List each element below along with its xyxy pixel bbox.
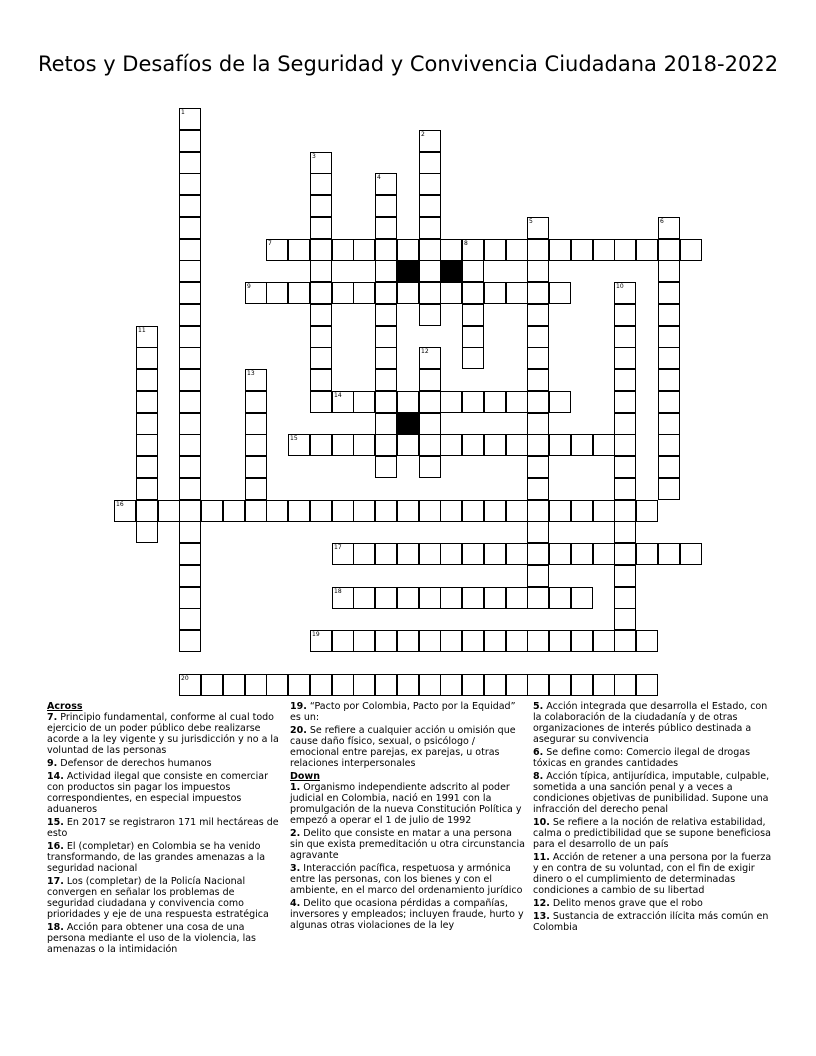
grid-cell[interactable] (462, 391, 484, 413)
grid-cell[interactable] (375, 239, 397, 261)
grid-cell[interactable] (440, 587, 462, 609)
grid-cell[interactable] (353, 239, 375, 261)
grid-cell[interactable] (484, 630, 506, 652)
black-cell (440, 260, 462, 282)
grid-cell[interactable] (549, 674, 571, 696)
grid-cell[interactable] (179, 130, 201, 152)
grid-cell[interactable] (506, 543, 528, 565)
grid-cell[interactable] (179, 195, 201, 217)
grid-cell[interactable] (353, 500, 375, 522)
grid-cell[interactable] (397, 391, 419, 413)
down-clue: 4. Delito que ocasiona pérdidas a compañías, inversores y empleados; incluyen fraude, hurto y algunas otras violaciones de la ley (290, 898, 524, 931)
grid-cell[interactable] (614, 674, 636, 696)
grid-cell[interactable] (549, 543, 571, 565)
grid-cell[interactable] (527, 326, 549, 348)
grid-cell[interactable] (245, 391, 267, 413)
grid-cell[interactable] (571, 630, 593, 652)
black-cell (397, 413, 419, 435)
grid-cell[interactable] (179, 369, 201, 391)
grid-cell[interactable] (332, 239, 354, 261)
across-clue: 9. Defensor de derechos humanos (47, 758, 212, 769)
grid-cell[interactable] (136, 347, 158, 369)
grid-cell[interactable] (288, 674, 310, 696)
grid-cell[interactable] (136, 413, 158, 435)
grid-cell[interactable] (179, 543, 201, 565)
grid-cell[interactable] (614, 347, 636, 369)
grid-cell[interactable] (136, 500, 158, 522)
grid-cell[interactable] (245, 500, 267, 522)
clue-number: 15 (290, 435, 298, 442)
grid-cell[interactable] (397, 543, 419, 565)
grid-cell[interactable] (310, 434, 332, 456)
grid-cell[interactable] (571, 543, 593, 565)
grid-cell[interactable] (527, 391, 549, 413)
grid-cell[interactable] (527, 543, 549, 565)
grid-cell[interactable] (266, 500, 288, 522)
across-clue: 17. Los (completar) de la Policía Nacional convergen en señalar los problemas de seguridad ciudadana y convivencia como prioridades y eje de una respuesta estratégica (47, 876, 269, 920)
grid-cell[interactable] (419, 413, 441, 435)
grid-cell[interactable] (136, 456, 158, 478)
grid-cell[interactable] (332, 674, 354, 696)
clue-number: 17 (334, 544, 342, 551)
grid-cell[interactable] (332, 630, 354, 652)
clues-column-3 (533, 701, 773, 935)
grid-cell[interactable] (397, 500, 419, 522)
grid-cell[interactable] (310, 500, 332, 522)
grid-cell[interactable] (179, 456, 201, 478)
grid-cell[interactable] (419, 369, 441, 391)
grid-cell[interactable] (375, 630, 397, 652)
grid-cell[interactable] (223, 674, 245, 696)
grid-cell[interactable] (397, 674, 419, 696)
grid-cell[interactable] (179, 565, 201, 587)
grid-cell[interactable] (288, 500, 310, 522)
grid-cell[interactable] (614, 239, 636, 261)
grid-cell[interactable] (375, 456, 397, 478)
clue-number: 12 (421, 348, 429, 355)
grid-cell[interactable] (397, 630, 419, 652)
grid-cell[interactable] (136, 434, 158, 456)
grid-cell[interactable] (506, 587, 528, 609)
grid-cell[interactable] (658, 413, 680, 435)
grid-cell[interactable] (353, 587, 375, 609)
clue-number: 20 (181, 675, 189, 682)
across-clue: 20. Se refiere a cualquier acción u omisión que cause daño físico, sexual, o psicólogo / emocional entre parejas, ex parejas, u otras relaciones interpersonales (290, 725, 516, 769)
clue-number: 13 (247, 370, 255, 377)
grid-cell[interactable] (549, 630, 571, 652)
grid-cell[interactable] (549, 391, 571, 413)
down-clue: 5. Acción integrada que desarrolla el Estado, con la colaboración de la ciudadanía y de otras organizaciones de interés público destinada a asegurar su convivencia (533, 701, 768, 745)
grid-cell[interactable] (462, 260, 484, 282)
grid-cell[interactable] (527, 304, 549, 326)
grid-cell[interactable] (440, 434, 462, 456)
grid-cell[interactable] (179, 391, 201, 413)
grid-cell[interactable] (179, 608, 201, 630)
grid-cell[interactable] (593, 434, 615, 456)
grid-cell[interactable] (614, 630, 636, 652)
grid-cell[interactable] (506, 391, 528, 413)
grid-cell[interactable] (375, 500, 397, 522)
grid-cell[interactable] (484, 282, 506, 304)
down-clue: 1. Organismo independiente adscrito al poder judicial en Colombia, nació en 1991 con la promulgación de la nueva Constitución Política y empezó a operar el 1 de julio de 1992 (290, 782, 522, 826)
grid-cell[interactable] (310, 217, 332, 239)
grid-cell[interactable] (136, 521, 158, 543)
grid-cell[interactable] (179, 260, 201, 282)
grid-cell[interactable] (658, 543, 680, 565)
grid-cell[interactable] (527, 500, 549, 522)
page-title: Retos y Desafíos de la Seguridad y Convivencia Ciudadana 2018-2022 (37, 52, 779, 76)
grid-cell[interactable] (440, 239, 462, 261)
grid-cell[interactable] (419, 630, 441, 652)
grid-cell[interactable] (419, 587, 441, 609)
grid-cell[interactable] (658, 369, 680, 391)
grid-cell[interactable] (614, 543, 636, 565)
grid-cell[interactable] (375, 347, 397, 369)
clue-number: 10 (616, 283, 624, 290)
grid-cell[interactable] (353, 434, 375, 456)
grid-cell[interactable] (245, 478, 267, 500)
clue-number: 1 (181, 109, 185, 116)
grid-cell[interactable] (527, 565, 549, 587)
grid-cell[interactable] (266, 674, 288, 696)
down-clue: 3. Interacción pacífica, respetuosa y armónica entre las personas, con los bienes y con el ambiente, en el marco del ordenamiento jurídico (290, 863, 523, 896)
grid-cell[interactable] (614, 521, 636, 543)
across-clue: 16. El (completar) en Colombia se ha venido transformando, de las grandes amenazas a la seguridad nacional (47, 841, 266, 874)
grid-cell[interactable] (179, 326, 201, 348)
grid-cell[interactable] (614, 456, 636, 478)
grid-cell[interactable] (245, 674, 267, 696)
grid-cell[interactable] (527, 413, 549, 435)
grid-cell[interactable] (593, 239, 615, 261)
grid-cell[interactable] (179, 282, 201, 304)
grid-cell[interactable] (658, 239, 680, 261)
down-clue: 13. Sustancia de extracción ilícita más común en Colombia (533, 911, 769, 933)
grid-cell[interactable] (571, 674, 593, 696)
grid-cell[interactable] (506, 434, 528, 456)
grid-cell[interactable] (527, 478, 549, 500)
grid-cell[interactable] (658, 260, 680, 282)
grid-cell[interactable] (397, 434, 419, 456)
grid-cell[interactable] (419, 543, 441, 565)
grid-cell[interactable] (440, 543, 462, 565)
across-heading: Across (47, 701, 83, 712)
grid-cell[interactable] (484, 587, 506, 609)
grid-cell[interactable] (179, 500, 201, 522)
grid-cell[interactable] (179, 478, 201, 500)
grid-cell[interactable] (614, 565, 636, 587)
grid-cell[interactable] (179, 239, 201, 261)
grid-cell[interactable] (288, 282, 310, 304)
grid-cell[interactable] (179, 434, 201, 456)
clue-number: 2 (421, 131, 425, 138)
clue-number: 4 (377, 174, 381, 181)
grid-cell[interactable] (527, 630, 549, 652)
grid-cell[interactable] (658, 478, 680, 500)
grid-cell[interactable] (419, 239, 441, 261)
grid-cell[interactable] (506, 630, 528, 652)
grid-cell[interactable] (375, 674, 397, 696)
grid-cell[interactable] (375, 391, 397, 413)
grid-cell[interactable] (506, 239, 528, 261)
grid-cell[interactable] (462, 282, 484, 304)
grid-cell[interactable] (636, 630, 658, 652)
clue-number: 7 (268, 240, 272, 247)
grid-cell[interactable] (136, 391, 158, 413)
grid-cell[interactable] (527, 456, 549, 478)
grid-cell[interactable] (375, 217, 397, 239)
grid-cell[interactable] (484, 500, 506, 522)
grid-cell[interactable] (419, 434, 441, 456)
clues-column-1 (47, 701, 282, 957)
grid-cell[interactable] (375, 326, 397, 348)
black-cell (397, 260, 419, 282)
grid-cell[interactable] (375, 260, 397, 282)
grid-cell[interactable] (462, 500, 484, 522)
grid-cell[interactable] (288, 239, 310, 261)
grid-cell[interactable] (179, 630, 201, 652)
grid-cell[interactable] (440, 630, 462, 652)
grid-cell[interactable] (614, 391, 636, 413)
grid-cell[interactable] (375, 587, 397, 609)
grid-cell[interactable] (462, 304, 484, 326)
grid-cell[interactable] (397, 587, 419, 609)
grid-cell[interactable] (158, 500, 180, 522)
grid-cell[interactable] (179, 304, 201, 326)
grid-cell[interactable] (614, 369, 636, 391)
grid-cell[interactable] (419, 152, 441, 174)
grid-cell[interactable] (593, 543, 615, 565)
grid-cell[interactable] (440, 282, 462, 304)
grid-cell[interactable] (462, 630, 484, 652)
grid-cell[interactable] (179, 173, 201, 195)
grid-cell[interactable] (375, 413, 397, 435)
grid-cell[interactable] (179, 413, 201, 435)
grid-cell[interactable] (310, 304, 332, 326)
down-clue: 6. Se define como: Comercio ilegal de drogas tóxicas en grandes cantidades (533, 747, 751, 769)
clue-number: 5 (529, 218, 533, 225)
grid-cell[interactable] (440, 674, 462, 696)
grid-cell[interactable] (375, 304, 397, 326)
grid-cell[interactable] (440, 500, 462, 522)
grid-cell[interactable] (527, 347, 549, 369)
grid-cell[interactable] (636, 500, 658, 522)
grid-cell[interactable] (614, 608, 636, 630)
grid-cell[interactable] (462, 326, 484, 348)
grid-cell[interactable] (462, 674, 484, 696)
grid-cell[interactable] (179, 152, 201, 174)
grid-cell[interactable] (310, 347, 332, 369)
grid-cell[interactable] (136, 369, 158, 391)
grid-cell[interactable] (419, 456, 441, 478)
clue-number: 6 (660, 218, 664, 225)
grid-cell[interactable] (245, 413, 267, 435)
across-clue: 7. Principio fundamental, conforme al cual todo ejercicio de un poder público debe realizarse acorde a la ley vigente y su jurisdicción y no a la voluntad de las personas (47, 712, 279, 756)
grid-cell[interactable] (658, 391, 680, 413)
grid-cell[interactable] (245, 456, 267, 478)
grid-cell[interactable] (419, 304, 441, 326)
grid-cell[interactable] (310, 674, 332, 696)
grid-cell[interactable] (310, 326, 332, 348)
grid-cell[interactable] (462, 347, 484, 369)
grid-cell[interactable] (527, 239, 549, 261)
grid-cell[interactable] (658, 326, 680, 348)
down-clue: 2. Delito que consiste en matar a una persona sin que exista premeditación u otra circunstancia agravante (290, 828, 525, 861)
across-clue: 18. Acción para obtener una cosa de una persona mediante el uso de la violencia, las amenazas o la intimidación (47, 922, 256, 955)
grid-cell[interactable] (310, 369, 332, 391)
down-clue: 11. Acción de retener a una persona por la fuerza y en contra de su voluntad, con el fin de exigir dinero o el cumplimiento de determinadas condiciones a cambio de su libertad (533, 852, 772, 896)
grid-cell[interactable] (419, 674, 441, 696)
grid-cell[interactable] (419, 173, 441, 195)
across-clue: 19. “Pacto por Colombia, Pacto por la Equidad” es un: (290, 701, 516, 723)
grid-cell[interactable] (527, 674, 549, 696)
grid-cell[interactable] (419, 260, 441, 282)
grid-cell[interactable] (484, 391, 506, 413)
grid-cell[interactable] (527, 282, 549, 304)
grid-cell[interactable] (353, 282, 375, 304)
grid-cell[interactable] (484, 674, 506, 696)
grid-cell[interactable] (527, 521, 549, 543)
grid-cell[interactable] (332, 282, 354, 304)
grid-cell[interactable] (179, 587, 201, 609)
down-heading: Down (290, 771, 320, 782)
grid-cell[interactable] (527, 587, 549, 609)
down-clue: 10. Se refiere a la noción de relativa estabilidad, calma o predictibilidad que se supone beneficiosa para el desarrollo de un país (533, 817, 771, 850)
grid-cell[interactable] (593, 630, 615, 652)
grid-cell[interactable] (419, 195, 441, 217)
grid-cell[interactable] (375, 369, 397, 391)
grid-cell[interactable] (527, 260, 549, 282)
grid-cell[interactable] (658, 282, 680, 304)
grid-cell[interactable] (527, 369, 549, 391)
grid-cell[interactable] (614, 304, 636, 326)
grid-cell[interactable] (179, 521, 201, 543)
grid-cell[interactable] (310, 239, 332, 261)
grid-cell[interactable] (593, 674, 615, 696)
grid-cell[interactable] (201, 674, 223, 696)
clue-number: 14 (334, 392, 342, 399)
grid-cell[interactable] (506, 500, 528, 522)
grid-cell[interactable] (353, 630, 375, 652)
grid-cell[interactable] (353, 391, 375, 413)
clue-number: 9 (247, 283, 251, 290)
grid-cell[interactable] (527, 434, 549, 456)
across-clue: 14. Actividad ilegal que consiste en comerciar con productos sin pagar los impuestos correspondientes, en especial impuestos aduaneros (47, 771, 268, 815)
grid-cell[interactable] (375, 195, 397, 217)
grid-cell[interactable] (310, 195, 332, 217)
grid-cell[interactable] (419, 500, 441, 522)
grid-cell[interactable] (571, 239, 593, 261)
grid-cell[interactable] (549, 500, 571, 522)
grid-cell[interactable] (179, 217, 201, 239)
grid-cell[interactable] (332, 500, 354, 522)
grid-cell[interactable] (680, 543, 702, 565)
grid-cell[interactable] (614, 326, 636, 348)
grid-cell[interactable] (310, 391, 332, 413)
grid-cell[interactable] (658, 434, 680, 456)
grid-cell[interactable] (658, 304, 680, 326)
grid-cell[interactable] (310, 260, 332, 282)
grid-cell[interactable] (266, 282, 288, 304)
grid-cell[interactable] (636, 674, 658, 696)
grid-cell[interactable] (245, 434, 267, 456)
clue-number: 19 (312, 631, 320, 638)
clues-column-2 (290, 701, 525, 933)
grid-cell[interactable] (549, 282, 571, 304)
grid-cell[interactable] (571, 587, 593, 609)
grid-cell[interactable] (462, 543, 484, 565)
grid-cell[interactable] (136, 478, 158, 500)
grid-cell[interactable] (375, 282, 397, 304)
grid-cell[interactable] (571, 500, 593, 522)
grid-cell[interactable] (614, 500, 636, 522)
clue-number: 16 (116, 501, 124, 508)
clue-number: 3 (312, 153, 316, 160)
grid-cell[interactable] (636, 543, 658, 565)
grid-cell[interactable] (614, 413, 636, 435)
grid-cell[interactable] (549, 239, 571, 261)
grid-cell[interactable] (462, 434, 484, 456)
grid-cell[interactable] (636, 239, 658, 261)
down-clue: 12. Delito menos grave que el robo (533, 898, 703, 909)
grid-cell[interactable] (419, 217, 441, 239)
grid-cell[interactable] (549, 587, 571, 609)
clue-number: 8 (464, 240, 468, 247)
down-clue: 8. Acción típica, antijurídica, imputable, culpable, sometida a una sanción penal y a veces a condiciones objetivas de punibilidad. Supone una infracción del derecho penal (533, 771, 770, 815)
grid-cell[interactable] (223, 500, 245, 522)
grid-cell[interactable] (201, 500, 223, 522)
grid-cell[interactable] (419, 391, 441, 413)
grid-cell[interactable] (593, 500, 615, 522)
grid-cell[interactable] (419, 282, 441, 304)
grid-cell[interactable] (375, 434, 397, 456)
grid-cell[interactable] (332, 434, 354, 456)
grid-cell[interactable] (353, 674, 375, 696)
grid-cell[interactable] (614, 587, 636, 609)
grid-cell[interactable] (440, 391, 462, 413)
grid-cell[interactable] (462, 587, 484, 609)
grid-cell[interactable] (571, 434, 593, 456)
grid-cell[interactable] (680, 239, 702, 261)
grid-cell[interactable] (397, 239, 419, 261)
grid-cell[interactable] (614, 434, 636, 456)
grid-cell[interactable] (658, 347, 680, 369)
grid-cell[interactable] (549, 434, 571, 456)
grid-cell[interactable] (310, 173, 332, 195)
grid-cell[interactable] (353, 543, 375, 565)
grid-cell[interactable] (484, 543, 506, 565)
grid-cell[interactable] (397, 282, 419, 304)
clue-number: 11 (138, 327, 146, 334)
grid-cell[interactable] (506, 282, 528, 304)
grid-cell[interactable] (658, 456, 680, 478)
grid-cell[interactable] (614, 478, 636, 500)
grid-cell[interactable] (310, 282, 332, 304)
grid-cell[interactable] (179, 347, 201, 369)
grid-cell[interactable] (484, 239, 506, 261)
grid-cell[interactable] (375, 543, 397, 565)
grid-cell[interactable] (484, 434, 506, 456)
grid-cell[interactable] (506, 674, 528, 696)
across-clue: 15. En 2017 se registraron 171 mil hectáreas de esto (47, 817, 279, 839)
clue-number: 18 (334, 588, 342, 595)
